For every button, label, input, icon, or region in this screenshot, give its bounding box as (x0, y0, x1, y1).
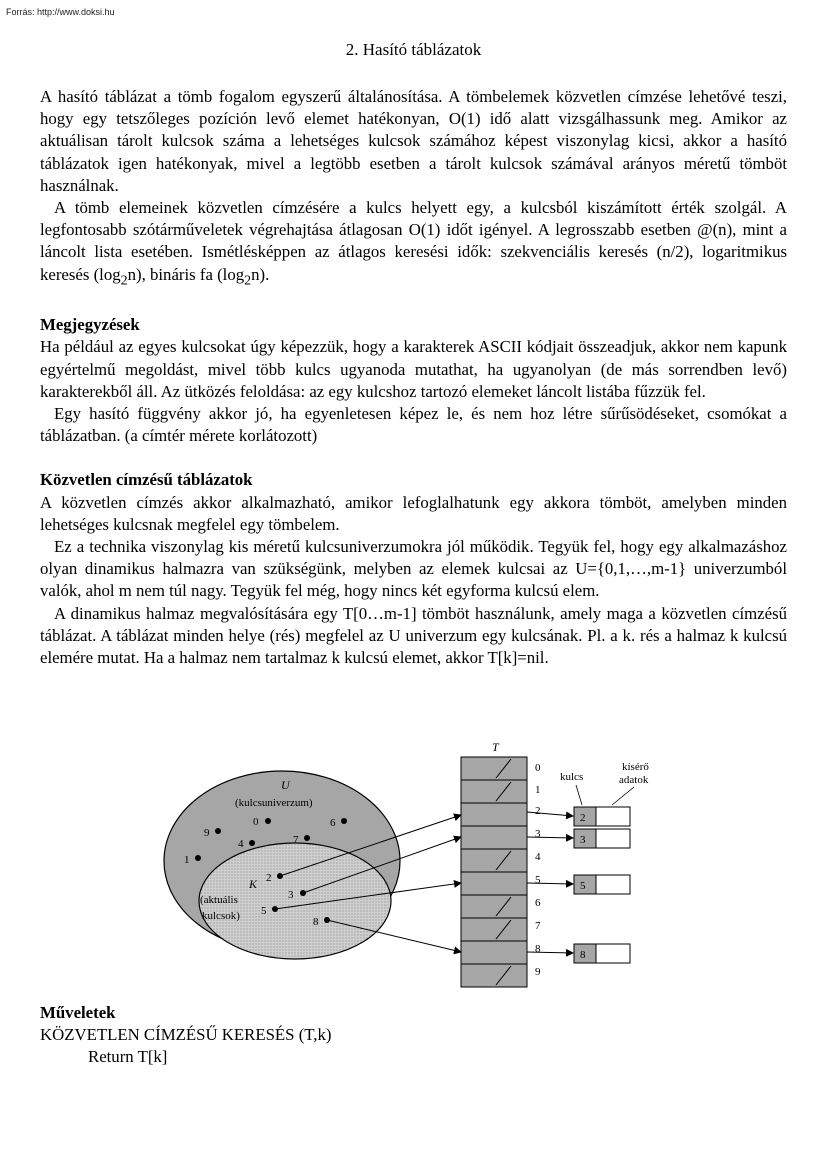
u-key-1-dot (195, 855, 201, 861)
slot-index-4: 4 (535, 851, 541, 863)
slot-index-9: 9 (535, 966, 541, 978)
u-key-4-dot (249, 840, 255, 846)
u-key-6: 6 (330, 817, 336, 829)
slot-index-3: 3 (535, 828, 541, 840)
u-key-9: 9 (204, 827, 210, 839)
slot-index-6: 6 (535, 897, 541, 909)
universe-label: U (281, 778, 290, 792)
record-5-key: 5 (580, 880, 586, 892)
page-title: 2. Hasító táblázatok (345, 40, 482, 59)
slot-index-7: 7 (535, 920, 541, 932)
operation-body: Return T[k] (88, 1047, 168, 1067)
notes-heading: Megjegyzések (40, 315, 140, 335)
direct-paragraph-2: Ez a technika viszonylag kis méretű kulcsuniverzumokra jól működik. Tegyük fel, hogy egy alkalmazáshoz olyan dinamikus halmazra van szükségünk, melyben az elemek kulcsai az U={0,1,…,m-1} univerzumból valók, ahol m nem túl nagy. Tegyük fel még, hogy nincs két egyforma kulcsú elem. (40, 537, 787, 601)
k-key-3: 3 (288, 889, 294, 901)
record-8-key: 8 (580, 949, 586, 961)
slot-index-2: 2 (535, 805, 541, 817)
k-label: K (249, 877, 258, 891)
direct-heading: Közvetlen címzésű táblázatok (40, 470, 253, 490)
k-sublabel-1: (aktuális (200, 894, 238, 906)
slot-index-0: 0 (535, 762, 541, 774)
pointer-slot-8 (527, 952, 573, 953)
u-key-1: 1 (184, 854, 190, 866)
direct-paragraph-3: A dinamikus halmaz megvalósítására egy T[0…m-1] tömböt használunk, amely maga a közvetlen címzésű táblázat. A táblázat minden helye (rés) megfelel az U univerzum egy kulcsának. Pl. a k. rés a halmaz k kulcsú elemére mutat. Ha a halmaz nem tartalmaz k kulcsú elemet, akkor T[k]=nil. (40, 603, 787, 668)
pointer-slot-2 (527, 812, 573, 816)
subscript: 2 (120, 272, 128, 288)
u-key-7-dot (304, 835, 310, 841)
operations-section (40, 1002, 331, 1069)
u-key-4: 4 (238, 838, 244, 850)
intro-paragraph-2: A tömb elemeinek közvetlen címzésére a kulcs helyett egy, a kulcsból kiszámított érték szolgál. A legfontosabb szótárműveletek végrehajtása átlagosan O(1) időt igényel. A legrosszabb esetben @(n), mint a láncolt lista esetében. Ismétlésképpen az átlagos keresési idők: szekvenciális keresés (n/2), logaritmikus keresés $(\log_2n)$, bináris fa $(\log_2n)$. (40, 198, 787, 288)
notes-paragraph-2: Egy hasító függvény akkor jó, ha egyenletesen képez le, és nem hoz létre sűrűsödéseket, csomókat a táblázatban. (a címtér mérete korlátozott) (40, 404, 787, 446)
slot-index-8: 8 (535, 943, 541, 955)
table-T (461, 757, 527, 987)
source-note: Forrás: http://www.doksi.hu (6, 7, 115, 17)
subscript: 2 (244, 272, 252, 288)
operations-heading: Műveletek (40, 1003, 116, 1022)
slot-index-5: 5 (535, 874, 541, 886)
u-key-7: 7 (293, 834, 299, 846)
pointer-slot-5 (527, 883, 573, 884)
k-sublabel-2: kulcsok) (202, 910, 240, 922)
intro-paragraph-1: A hasító táblázat a tömb fogalom egyszerű általánosítása. A tömbelemek közvetlen címzése lehetővé teszi, hogy egy tetszőleges pozíción levő elemet hatékonyan, O(1) idő alatt vizsgálhassunk meg. Amikor az aktuálisan tárolt kulcsok száma a lehetséges kulcsok számához képest viszonylag kicsi, akkor a hasító táblázatok igen hatékonyak, mivel a legtöbb esetben a tárolt kulcsok számával arányos méretű tömböt használnak. (40, 87, 787, 195)
u-key-6-dot (341, 818, 347, 824)
k-key-8: 8 (313, 916, 319, 928)
record-2-key: 2 (580, 812, 586, 824)
table-label: T (492, 740, 499, 754)
pointer-slot-3 (527, 837, 573, 838)
kulcs-label: kulcs (560, 771, 584, 783)
k-key-2: 2 (266, 872, 272, 884)
slot-index-1: 1 (535, 784, 541, 796)
kisero-label-2: adatok (619, 774, 649, 786)
u-key-0-dot (265, 818, 271, 824)
u-key-0: 0 (253, 816, 259, 828)
direct-address-figure (162, 733, 664, 1000)
kisero-label-1: kísérő (622, 761, 649, 773)
notes-paragraph-1: Ha például az egyes kulcsokat úgy képezzük, hogy a karakterek ASCII kódjait összeadjuk, akkor nem kapunk egyértelmű megoldást, mivel több kulcs ugyanoda mutathat, ha ugyanolyan (de más sorrendben levő) karakterekből áll. Az ütközés feloldása: az egy kulcshoz tartozó elemeket láncolt listába fűzzük fel. (40, 337, 787, 401)
operation-signature: KÖZVETLEN CÍMZÉSŰ KERESÉS (T,k) (40, 1025, 332, 1045)
direct-paragraph-1: A közvetlen címzés akkor alkalmazható, amikor lefoglalhatunk egy akkora tömböt, amelyben minden lehetséges kulcsnak megfelel egy tömbelem. (40, 492, 787, 534)
record-3-key: 3 (580, 834, 586, 846)
main-text (40, 86, 787, 669)
u-key-9-dot (215, 828, 221, 834)
k-key-5: 5 (261, 905, 267, 917)
universe-sublabel: (kulcsuniverzum) (235, 797, 313, 809)
